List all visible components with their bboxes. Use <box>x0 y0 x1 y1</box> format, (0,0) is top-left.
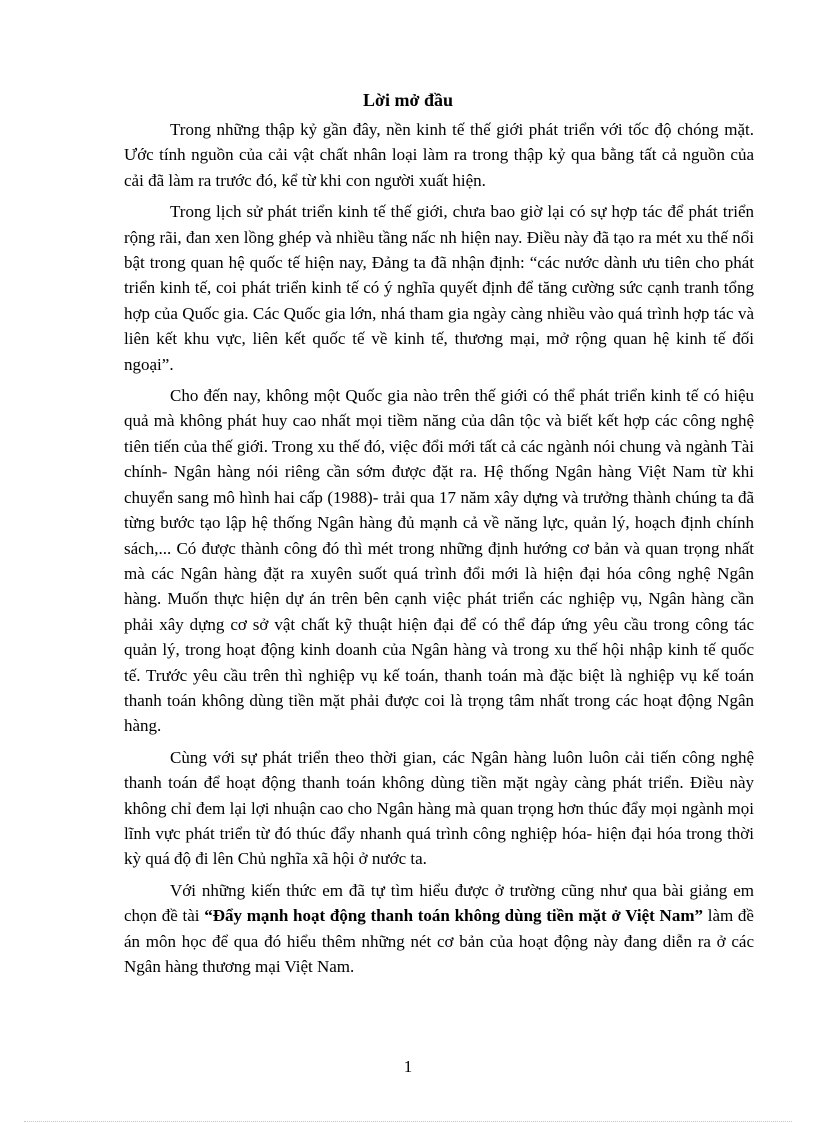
paragraph: Cùng với sự phát triển theo thời gian, các Ngân hàng luôn luôn cải tiến công nghệ thanh toán để hoạt động thanh toán không dùng tiền mặt ngày càng phát triển. Điều này không chỉ đem lại lợi nhuận cao cho Ngân hàng mà quan trọng hơn thúc đẩy mọi ngành mọi lĩnh vực phát triển từ đó thúc đẩy nhanh quá trình công nghiệp hóa- hiện đại hóa trong thời kỳ quá độ đi lên Chủ nghĩa xã hội ở nước ta. <box>124 747 754 869</box>
paragraph <box>124 878 754 980</box>
paragraph: Trong lịch sử phát triển kinh tế thế giới, chưa bao giờ lại có sự hợp tác để phát triển rộng rãi, đan xen lồng ghép và nhiều tầng nấc nh hiện nay. Điều này đã tạo ra mét xu thế nổi bật trong quan hệ quốc tế hiện nay, Đảng ta đã nhận định: “các nước dành ưu tiên cho phát triển kinh tế, coi phát triển kinh tế có ý nghĩa quyết định để tăng cường sức cạnh tranh tổng hợp của Quốc gia. Các Quốc gia lớn, nhá tham gia ngày càng nhiều vào quá trình hợp tác và liên kết khu vực, liên kết quốc tế về kinh tế, thương mại, mở rộng quan hệ kinh tế đối ngoại”. <box>124 202 754 374</box>
page-bottom-divider <box>24 1121 792 1122</box>
page-number: 1 <box>403 1057 413 1076</box>
paragraph-text: làm đề án môn học để qua đó hiểu thêm những nét cơ bản của hoạt động này đang diễn ra ở các Ngân hàng thương mại Việt Nam. <box>124 906 754 976</box>
paragraph: Trong những thập kỷ gần đây, nền kinh tế thế giới phát triển với tốc độ chóng mặt. Ước tính nguồn của cải vật chất nhân loại làm ra trong thập kỷ qua bằng tất cả nguồn của cải đã làm ra trước đó, kể từ khi con người xuất hiện. <box>124 120 754 190</box>
page-title: Lời mở đầu <box>363 90 453 110</box>
thesis-topic: “Đẩy mạnh hoạt động thanh toán không dùng tiền mặt ở Việt Nam” <box>204 906 703 926</box>
paragraph-text: Với những kiến thức em đã tự tìm hiểu được ở trường cũng như qua bài giảng em chọn đề tài <box>124 880 754 926</box>
paragraph: Cho đến nay, không một Quốc gia nào trên thế giới có thể phát triển kinh tế có hiệu quả mà không phát huy cao nhất mọi tiềm năng của dân tộc và biết kết hợp các công nghệ tiên tiến của thế giới. Trong xu thế đó, việc đổi mới tất cả các ngành nói chung và ngành Tài chính- Ngân hàng nói riêng cần sớm được đặt ra. Hệ thống Ngân hàng Việt Nam từ khi chuyển sang mô hình hai cấp (1988)- trải qua 17 năm xây dựng và trưởng thành chúng ta đã từng bước tạo lập hệ thống Ngân hàng đủ mạnh cả về năng lực, quản lý, hoạch định chính sách,... Có được thành công đó thì mét trong những định hướng cơ bản và quan trọng nhất mà các Ngân hàng đặt ra xuyên suốt quá trình đổi mới là hiện đại hóa công nghệ Ngân hàng. Muốn thực hiện dự án trên bên cạnh việc phát triển các nghiệp vụ, Ngân hàng cần phải xây dựng cơ sở vật chất kỹ thuật hiện đại để có thể đáp ứng yêu cầu trong công tác quản lý, trong hoạt động kinh doanh của Ngân hàng và trong xu thế hội nhập kinh tế quốc tế. Trước yêu cầu trên thì nghiệp vụ kế toán, thanh toán mà đặc biệt là nghiệp vụ kế toán thanh toán không dùng tiền mặt phải được coi là trọng tâm nhất trong các hoạt động Ngân hàng. <box>124 386 754 736</box>
body-text <box>124 117 754 979</box>
